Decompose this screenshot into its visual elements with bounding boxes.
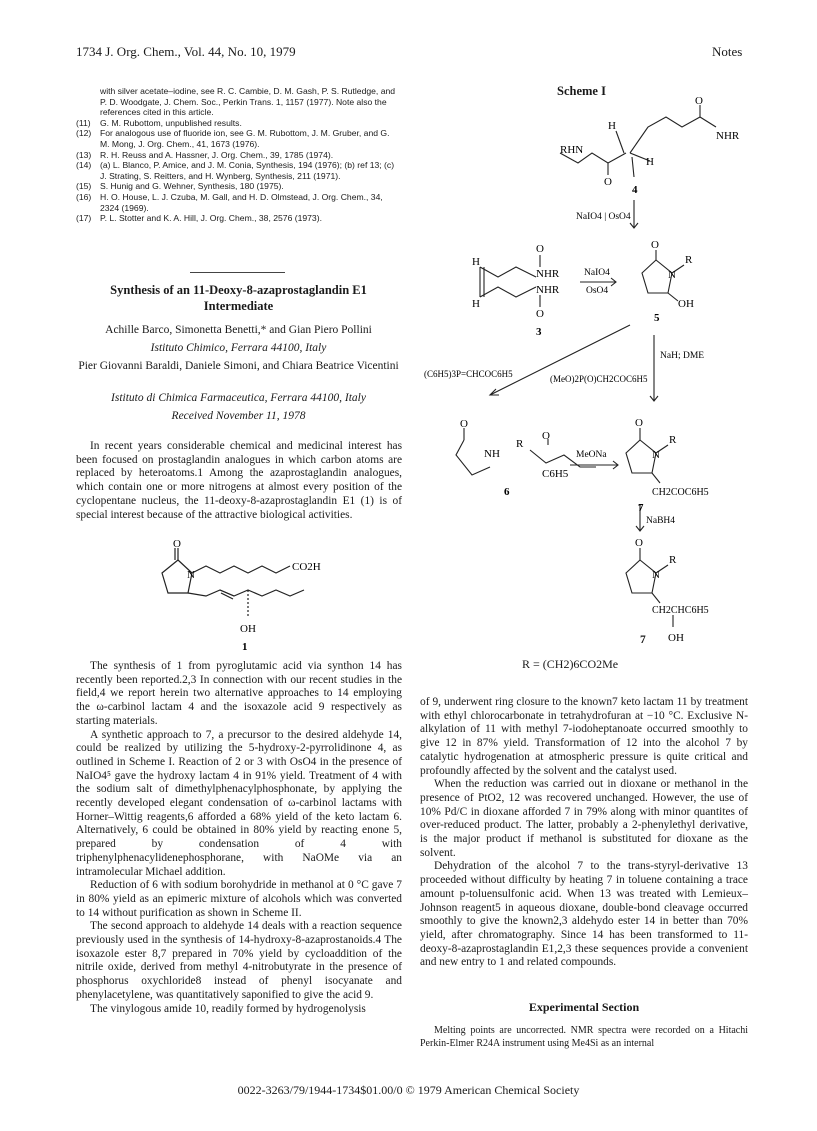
compound-label: 4: [632, 184, 638, 196]
reference-text: with silver acetate–iodine, see R. C. Cambie, D. M. Gash, P. S. Rutledge, and P. D. Woodgate, J. Chem. Soc., Perkin Trans. 1, 1157 (1977). Note also the references cited in this article.: [100, 86, 396, 118]
atom-label: O: [542, 430, 550, 442]
reference-item: [76, 86, 401, 118]
body-right-column: [420, 696, 748, 970]
atom-label: H: [472, 298, 480, 310]
article-title: Synthesis of an 11-Deoxy-8-azaprostaglandin E1 Intermediate: [110, 283, 367, 313]
reference-number: (14): [76, 160, 92, 171]
reference-number: (15): [76, 181, 92, 192]
atom-label: O: [695, 95, 703, 107]
atom-label: O: [460, 418, 468, 430]
atom-label: O: [536, 308, 544, 320]
compound-label: 7: [638, 502, 644, 514]
paragraph: In recent years considerable chemical and medicinal interest has been focused on prostaglandin analogues in which carbon atoms are replaced by heteroatoms.1 Among the azaprostaglandin analogues, which contain one or more nitrogens at almost every position of the cyclopentane nucleus, the 11-deoxy-8-azaprostaglandin E1 (1) is of special interest because of the attractive biological activities.: [76, 440, 402, 521]
r-group-definition: R = (CH2)6CO2Me: [522, 657, 619, 671]
atom-label: R: [685, 254, 693, 266]
reference-item: [76, 160, 401, 181]
reference-number: (17): [76, 213, 92, 224]
reference-item: [76, 118, 401, 129]
reagent-label: OsO4: [586, 286, 609, 296]
reference-item: [76, 150, 401, 161]
authors-group-1: Achille Barco, Simonetta Benetti,* and Gian Piero Pollini: [105, 324, 372, 336]
atom-label: OH: [678, 298, 694, 310]
reagent-label: (MeO)2P(O)CH2COC6H5: [550, 374, 648, 384]
atom-label: O: [635, 417, 643, 429]
atom-label: C6H5: [542, 468, 569, 480]
reagent-label: (C6H5)3P=CHCOC6H5: [424, 369, 513, 379]
references-list: [76, 86, 401, 224]
atom-label: H: [646, 156, 654, 168]
atom-label: R: [516, 438, 524, 450]
paragraph: A synthetic approach to 7, a precursor to the desired aldehyde 14, could be realized by utilizing the 5-hydroxy-2-pyrrolidinone 4, as outlined in Scheme I. Reaction of 2 or 3 with OsO4 in the presence of NaIO4⁵ gave the hydroxy lactam 4 in 91% yield. Treatment of 4 with the sodium salt of dimethylphenacylphosphonate, by applying the recently developed elegant condensation of ω-carbinol lactams with Horner–Wittig reagents,6 afforded a 68% yield of the keto lactam 6. Alternatively, 6 could be obtained in 80% yield by reacting enone 5, prepared by condensation of 4 with triphenylphenacylidenephosphorane, with NaOMe via an intramolecular Michael addition.: [76, 728, 402, 878]
compound-label: 6: [504, 486, 510, 498]
reference-number: (13): [76, 149, 92, 160]
section-label: Notes: [712, 44, 743, 59]
compound-label: 7: [640, 634, 646, 646]
intro-paragraph: [76, 440, 402, 522]
scheme-title: Scheme I: [557, 84, 606, 98]
experimental-text: Melting points are uncorrected. NMR spectra were recorded on a Hitachi Perkin-Elmer R24A instrument using Me4Si as an internal: [420, 1025, 748, 1049]
paragraph: Reduction of 6 with sodium borohydride in methanol at 0 °C gave 7 in 80% yield as an epimeric mixture of alcohols which was converted to 14 without purification as shown in Scheme II.: [76, 879, 402, 919]
authors-group-2: Pier Giovanni Baraldi, Daniele Simoni, and Chiara Beatrice Vicentini: [78, 360, 399, 372]
section-heading: Experimental Section: [528, 1000, 640, 1014]
atom-label: RHN: [560, 144, 584, 156]
atom-label: NH: [484, 448, 500, 460]
atom-label: N: [652, 569, 660, 581]
reference-text: S. Hunig and G. Wehner, Synthesis, 180 (1975).: [100, 181, 284, 192]
atom-label: NHR: [716, 130, 740, 142]
atom-label: H: [472, 256, 480, 268]
affiliation-1: Istituto Chimico, Ferrara 44100, Italy: [150, 342, 327, 354]
reference-item: [76, 192, 401, 213]
atom-label: CH2CHC6H5: [652, 605, 709, 616]
atom-label: H: [608, 120, 616, 132]
atom-label: R: [669, 554, 677, 566]
atom-label: NHR: [536, 268, 560, 280]
section-divider: [190, 272, 285, 273]
reagent-label: NaH; DME: [660, 351, 705, 361]
paragraph: Dehydration of the alcohol 7 to the trans-styryl-derivative 13 proceeded without difficulty by heating 7 in toluene containing a trace amount p-toluensulfonic acid. When 13 was treated with Lemieux–Johnson reagent5 in aqueous dioxane, double-bond cleavage occurred smoothly to give the known2,3 aldehydo ester 14 in better than 70% yield, after chromatography. Since 14 has been transformed to 11-deoxy-8-azaprostaglandin E1,2,3 these sequences provide a convenient and new entry to 1 and related compounds.: [420, 860, 748, 969]
body-left-column: [76, 660, 402, 1016]
reference-number: (12): [76, 128, 92, 139]
atom-label: OH: [240, 623, 256, 635]
paragraph: When the reduction was carried out in dioxane or methanol in the presence of PtO2, 12 was recovered unchanged. However, the use of 10% Pd/C in dioxane afforded 7 in 79% along with minor quantites of over-reduced product. The latter, probably a 2-phenylethyl derivative, is the major product if methanol is substituted for dioxane as the solvent.: [420, 778, 748, 859]
scheme-diagram: [420, 95, 750, 655]
atom-label: CH2COC6H5: [652, 487, 709, 498]
paragraph: of 9, underwent ring closure to the known7 keto lactam 11 by treatment with ethyl chlorocarbonate in tetrahydrofuran at −10 °C. Exclusive N-alkylation of 11 with methyl 7-iodoheptanoate occurred smoothly to give 12 in 87% yield. Transformation of 12 into the alcohol 7 by catalytic hydrogenation at atmospheric pressure is quite critical and profoundly affected by the solvent and the catalyst used.: [420, 696, 748, 777]
paragraph: The vinylogous amide 10, readily formed by hydrogenolysis: [90, 1002, 366, 1015]
reference-text: P. L. Stotter and K. A. Hill, J. Org. Chem., 38, 2576 (1973).: [100, 213, 322, 224]
compound-label: 5: [654, 312, 660, 324]
page-footer: 0022-3263/79/1944-1734$01.00/0 © 1979 American Chemical Society: [237, 1083, 580, 1097]
reference-item: [76, 213, 401, 224]
atom-label: O: [604, 176, 612, 188]
compound-label: 1: [242, 641, 248, 653]
paragraph: The second approach to aldehyde 14 deals with a reaction sequence previously used in the synthesis of 14-hydroxy-8-azaprostanoids.4 The isoxazole ester 8,7 prepared in 70% yield by cycloaddition of the nitrile oxide, derived from methyl 4-nitrobutyrate in the presence of phosphorus oxychloride8 instead of phenyl isocyanate and phenylacetylene, was quantitatively saponified to give the acid 9.: [76, 920, 402, 1001]
atom-label: O: [173, 538, 181, 550]
reference-number: (16): [76, 191, 92, 202]
reference-text: For analogous use of fluoride ion, see G. M. Rubottom, J. M. Gruber, and G. M. Mong, J. Org. Chem., 41, 1673 (1976).: [100, 128, 390, 149]
atom-label: N: [652, 449, 660, 461]
compound-label: 3: [536, 326, 542, 338]
paragraph: The synthesis of 1 from pyroglutamic acid via synthon 14 has recently been reported.2,3 In connection with our recent studies in the field,4 we report herein two alternative approaches to 14 employing the ω-carbinol lactam 4 and the isoxazole acid 9 respectively as starting materials.: [76, 660, 402, 727]
reference-item: [76, 128, 401, 149]
reagent-label: MeONa: [576, 450, 607, 460]
atom-label: N: [187, 569, 195, 581]
atom-label: CO2H: [292, 561, 321, 573]
reference-text: H. O. House, L. J. Czuba, M. Gall, and H. D. Olmstead, J. Org. Chem., 34, 2324 (1969).: [100, 191, 383, 213]
atom-label: NHR: [536, 284, 560, 296]
reference-text: (a) L. Blanco, P. Amice, and J. M. Conia, Synthesis, 194 (1976); (b) ref 13; (c) J. Strating, S. Reitters, and H. Wynberg, Synthesis, 211 (1971).: [100, 160, 395, 181]
atom-label: OH: [668, 632, 684, 644]
reference-number: (11): [76, 117, 91, 128]
atom-label: N: [668, 269, 676, 281]
atom-label: R: [669, 434, 677, 446]
atom-label: O: [635, 537, 643, 549]
compound-1-structure: [140, 538, 370, 653]
running-header: 1734 J. Org. Chem., Vol. 44, No. 10, 1979: [76, 44, 296, 59]
reagent-label: NaIO4 | OsO4: [576, 212, 631, 222]
reference-text: G. M. Rubottom, unpublished results.: [100, 117, 242, 128]
atom-label: O: [651, 239, 659, 251]
reference-item: [76, 181, 401, 192]
reference-text: R. H. Reuss and A. Hassner, J. Org. Chem., 39, 1785 (1974).: [100, 149, 334, 160]
affiliation-2: Istituto di Chimica Farmaceutica, Ferrara 44100, Italy: [111, 392, 366, 404]
atom-label: O: [536, 243, 544, 255]
reagent-label: NaBH4: [646, 516, 676, 526]
reagent-label: NaIO4: [584, 268, 610, 278]
received-date: Received November 11, 1978: [171, 410, 306, 422]
